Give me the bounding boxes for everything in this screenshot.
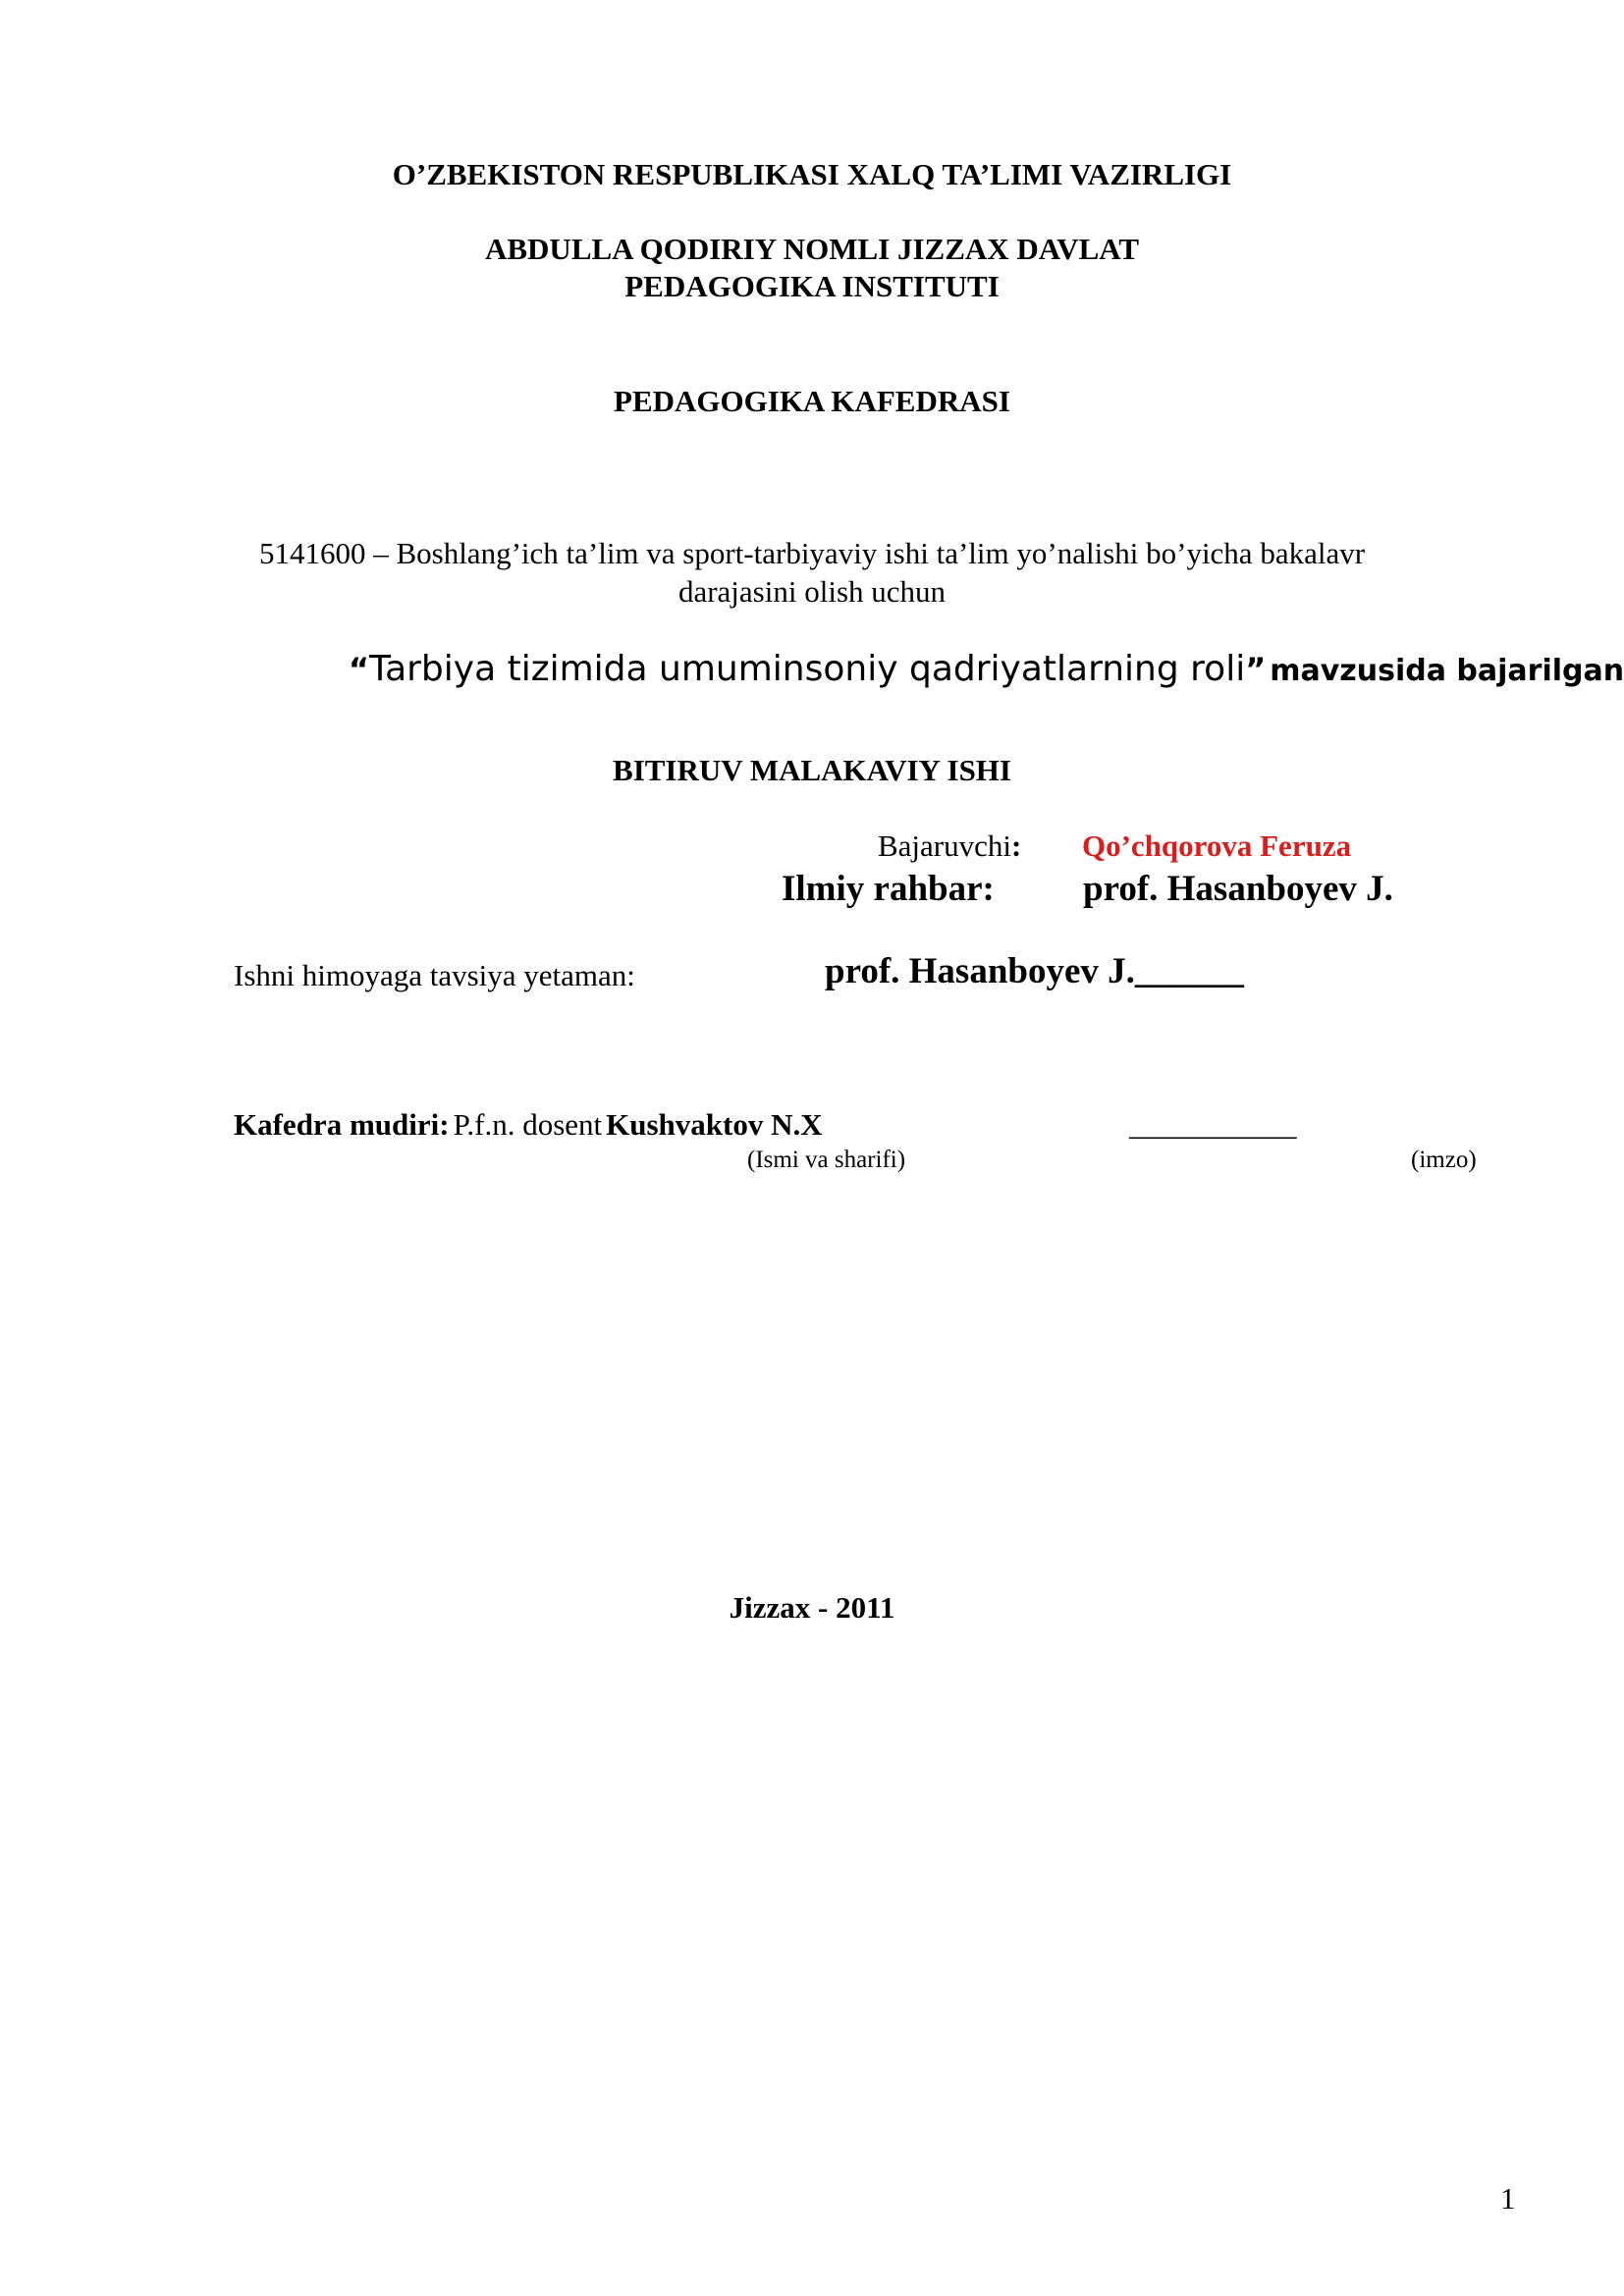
head-name: Kushvaktov N.X xyxy=(606,1107,823,1142)
topic-open-quote: “ xyxy=(349,651,370,688)
place-year: Jizzax - 2011 xyxy=(729,1590,895,1625)
page-number: 1 xyxy=(1500,2181,1516,2216)
topic-close-quote: ” xyxy=(1245,651,1267,688)
signature-caption: (imzo) xyxy=(1411,1147,1477,1173)
recommendation-label: Ishni himoyaga tavsiya yetaman: xyxy=(234,958,635,992)
work-type-heading: BITIRUV MALAKAVIY ISHI xyxy=(613,753,1011,787)
performer-label: Bajaruvchi: xyxy=(878,828,1022,863)
institute-heading-line1: ABDULLA QODIRIY NOMLI JIZZAX DAVLAT xyxy=(484,232,1140,266)
signature-line: ___________ xyxy=(1129,1107,1297,1142)
performer-name: Qo’chqorova Feruza xyxy=(1082,828,1352,863)
head-title: P.f.n. dosent xyxy=(453,1107,603,1142)
ministry-heading: O’ZBEKISTON RESPUBLIKASI XALQ TA’LIMI VAZIRLIGI xyxy=(392,157,1232,191)
recommendation-name: prof. Hasanboyev J.______ xyxy=(825,951,1244,991)
supervisor-label: Ilmiy rahbar: xyxy=(782,869,995,909)
name-caption: (Ismi va sharifi) xyxy=(747,1147,906,1173)
topic-suffix: mavzusida bajarilgan xyxy=(1270,654,1624,688)
program-line2: darajasini olish uchun xyxy=(677,574,947,609)
program-line1: 5141600 – Boshlang’ich ta’lim va sport-tarbiyaviy ishi ta’lim yo’nalishi bo’yicha bakalavr xyxy=(258,536,1366,570)
topic-line xyxy=(349,649,1624,689)
topic-title: Tarbiya tizimida umuminsoniy qadriyatlarning roli xyxy=(369,649,1246,689)
institute-heading-line2: PEDAGOGIKA INSTITUTI xyxy=(624,269,1000,303)
supervisor-name: prof. Hasanboyev J. xyxy=(1083,869,1393,909)
head-label: Kafedra mudiri: xyxy=(234,1107,450,1142)
head-of-department-line xyxy=(234,1107,823,1143)
department-heading: PEDAGOGIKA KAFEDRASI xyxy=(614,384,1010,418)
